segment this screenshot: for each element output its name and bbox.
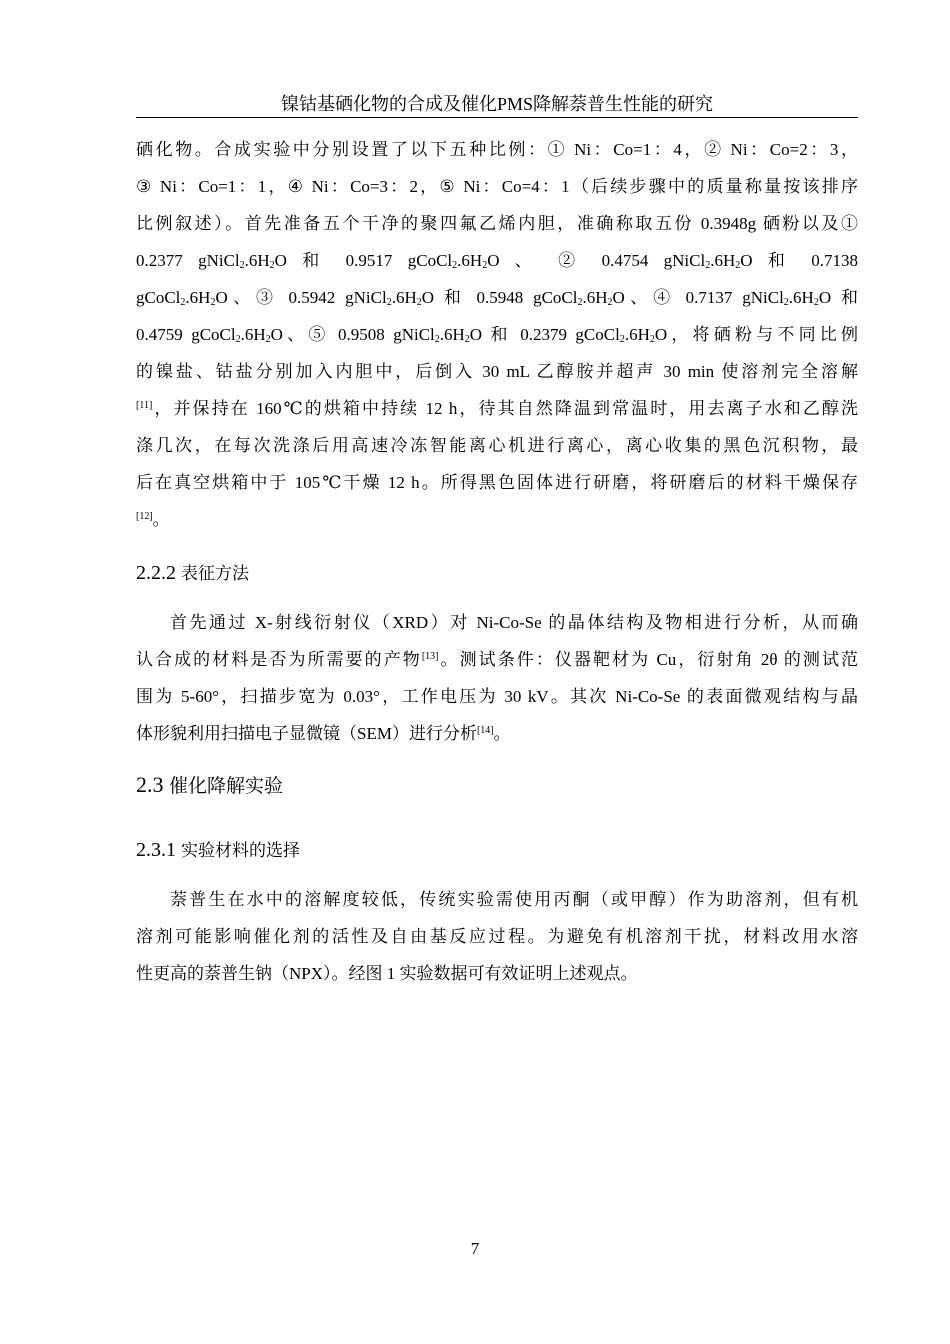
subscript: 2	[482, 260, 488, 271]
text-run: 。测试条件：仪器靶材为 Cu，衍射角 2θ 的测试范	[438, 650, 858, 669]
text-run: .6H	[624, 325, 650, 344]
section-number: 2.3.1	[136, 839, 176, 861]
subscript: 2	[235, 334, 241, 345]
text-run: O 和 0.7138	[740, 251, 858, 270]
section-heading-2-3-1	[136, 836, 300, 865]
text-line	[136, 641, 858, 678]
subscript: 2	[649, 334, 655, 345]
text-run: O 、 ② 0.4754 gNiCl	[487, 251, 706, 270]
running-header: 镍钴基硒化物的合成及催化PMS降解萘普生性能的研究	[280, 94, 714, 114]
text-run: O、③ 0.5942 gNiCl	[215, 288, 387, 307]
text-run: .6H	[582, 288, 608, 307]
text-run: 。	[493, 724, 511, 743]
text-line	[136, 279, 858, 316]
section-title: 实验材料的选择	[181, 841, 300, 861]
text-line	[136, 715, 858, 752]
subscript: 2	[265, 334, 271, 345]
text-run: 体形貌利用扫描电子显微镜（SEM）进行分析	[136, 724, 477, 743]
subscript: 2	[210, 297, 216, 308]
text-run: .6H	[244, 251, 270, 270]
text-run: 0.2377 gNiCl	[136, 251, 240, 270]
text-line: 首先通过 X-射线衍射仪（XRD）对 Ni-Co-Se 的晶体结构及物相进行分析，从而确	[170, 613, 858, 632]
subscript: 2	[705, 260, 711, 271]
citation: [11]	[136, 400, 153, 411]
text-line: 萘普生在水中的溶解度较低，传统实验需使用丙酮（或甲醇）作为助溶剂，但有机	[170, 890, 858, 909]
subscript: 2	[269, 260, 275, 271]
text-run: O、④ 0.7137 gNiCl	[612, 288, 784, 307]
text-line: 比例叙述）。首先准备五个干净的聚四氟乙烯内胆，准确称取五份 0.3948g 硒粉以及①	[136, 214, 858, 233]
text-run: O 和 0.5948 gCoCl	[421, 288, 578, 307]
text-line: 性更高的萘普生钠（NPX）。经图 1 实验数据可有效证明上述观点。	[136, 964, 638, 983]
subscript: 2	[180, 297, 186, 308]
text-run: 。	[152, 510, 170, 529]
subscript: 2	[783, 297, 789, 308]
section-title: 催化降解实验	[169, 775, 284, 797]
header-rule	[136, 117, 858, 118]
subscript: 2	[464, 334, 470, 345]
text-line	[136, 242, 858, 279]
page-number: 7	[470, 1239, 480, 1258]
text-run: 0.4759 gCoCl	[136, 325, 236, 344]
subscript: 2	[434, 334, 440, 345]
citation: [13]	[421, 651, 439, 662]
text-run: O，将硒粉与不同比例	[654, 325, 858, 344]
text-line: 围为 5-60°，扫描步宽为 0.03°，工作电压为 30 kV。其次 Ni-Co-Se 的表面微观结构与晶	[136, 687, 858, 706]
text-run: .6H	[439, 325, 465, 344]
text-run: .6H	[788, 288, 814, 307]
section-number: 2.3	[136, 772, 164, 797]
text-run: O 和 0.9517 gCoCl	[274, 251, 453, 270]
section-heading-2-2-2	[136, 559, 249, 588]
subscript: 2	[619, 334, 625, 345]
text-line	[136, 501, 858, 538]
paragraph-synthesis	[136, 131, 858, 538]
text-run: .6H	[710, 251, 736, 270]
text-run: O 和	[818, 288, 858, 307]
text-run: .6H	[457, 251, 483, 270]
section-number: 2.2.2	[136, 562, 176, 584]
text-line: 后在真空烘箱中于 105℃干燥 12 h。所得黑色固体进行研磨，将研磨后的材料干燥保存	[136, 473, 858, 492]
citation: [14]	[476, 725, 494, 736]
subscript: 2	[239, 260, 245, 271]
text-run: .6H	[240, 325, 266, 344]
subscript: 2	[386, 297, 392, 308]
text-line: 硒化物。合成实验中分别设置了以下五种比例：① Ni：Co=1：4，② Ni：Co=2：3，	[136, 140, 858, 159]
text-run: .6H	[185, 288, 211, 307]
subscript: 2	[452, 260, 458, 271]
text-run: O、⑤ 0.9508 gNiCl	[270, 325, 435, 344]
text-run: .6H	[391, 288, 417, 307]
text-run: O 和 0.2379 gCoCl	[469, 325, 620, 344]
text-line: 涤几次，在每次洗涤后用高速冷冻智能离心机进行离心，离心收集的黑色沉积物，最	[136, 436, 858, 455]
text-line: 溶剂可能影响催化剂的活性及自由基反应过程。为避免有机溶剂干扰，材料改用水溶	[136, 927, 858, 946]
text-line	[136, 390, 858, 427]
citation: [12]	[136, 511, 153, 522]
section-title: 表征方法	[181, 564, 249, 584]
subscript: 2	[416, 297, 422, 308]
paragraph-material-selection	[136, 881, 858, 992]
text-line: 的镍盐、钴盐分别加入内胆中，后倒入 30 mL 乙醇胺并超声 30 min 使溶剂完全溶解	[136, 362, 858, 381]
text-run: gCoCl	[136, 288, 181, 307]
section-heading-2-3	[136, 770, 283, 801]
subscript: 2	[577, 297, 583, 308]
subscript: 2	[735, 260, 741, 271]
text-line: ③ Ni：Co=1：1，④ Ni：Co=3：2，⑤ Ni：Co=4：1（后续步骤中的质量称量按该排序	[136, 177, 858, 196]
subscript: 2	[813, 297, 819, 308]
subscript: 2	[607, 297, 613, 308]
text-line	[136, 316, 858, 353]
paragraph-characterization	[136, 604, 858, 752]
text-run: ，并保持在 160℃的烘箱中持续 12 h，待其自然降温到常温时，用去离子水和乙醇洗	[152, 399, 858, 418]
text-run: 认合成的材料是否为所需要的产物	[136, 650, 422, 669]
